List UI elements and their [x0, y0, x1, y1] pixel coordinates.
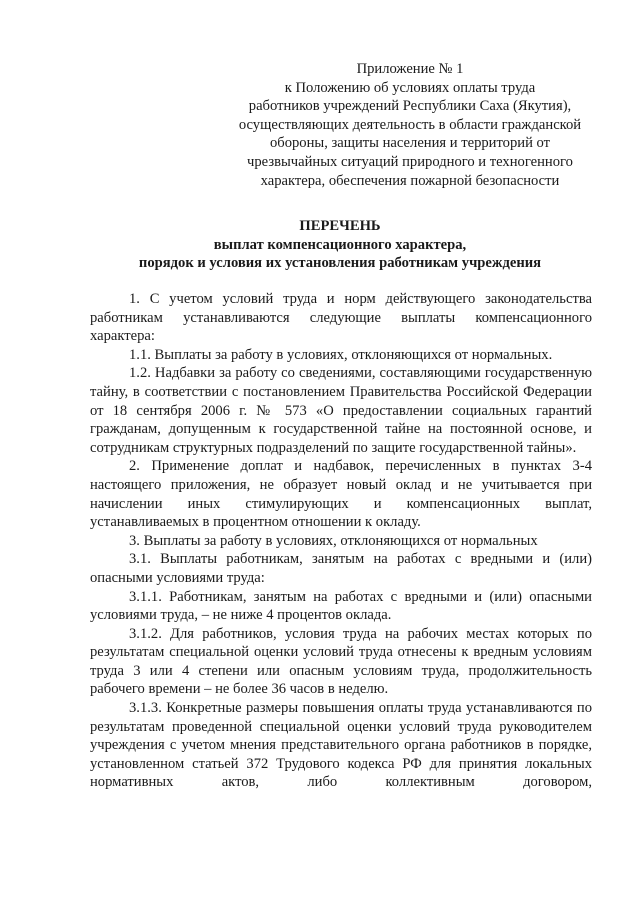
- document-heading: [90, 217, 590, 273]
- document-subtitle: выплат компенсационного характера,: [213, 236, 467, 253]
- appendix-line: осуществляющих деятельность в области гражданской: [238, 116, 582, 133]
- paragraph-3: 3. Выплаты за работу в условиях, отклоняющихся от нормальных: [129, 532, 538, 549]
- document-title: ПЕРЕЧЕНЬ: [299, 218, 381, 234]
- appendix-line: к Положению об условиях оплаты труда: [284, 79, 536, 96]
- document-body: [90, 290, 592, 792]
- paragraph-1: 1. С учетом условий труда и норм действующего законодательства работникам устанавливаются следующие выплаты компенсационного характера:: [90, 291, 592, 345]
- paragraph-2: 2. Применение доплат и надбавок, перечисленных в пунктах 3-4 настоящего приложения, не образует новый оклад и не учитывается при начислении иных стимулирующих и компенсационных выплат, устанавливаемых в процентном отношении к окладу.: [90, 458, 592, 531]
- paragraph-3-1-3: 3.1.3. Конкретные размеры повышения оплаты труда устанавливаются по результатам проведенной специальной оценки условий труда руководителем учреждения с учетом мнения представительного органа работников в порядке, установленном статьей 372 Трудового кодекса РФ для принятия локальных нормативных актов, либо коллективным договором,: [90, 700, 592, 791]
- appendix-header: [232, 60, 588, 190]
- paragraph-3-1-2: 3.1.2. Для работников, условия труда на рабочих местах которых по результатам специальной оценки условий труда отнесены к вредным условиям труда 3 или 4 степени или опасным условиям труда, продолжительность рабочего времени – не более 36 часов в неделю.: [90, 625, 592, 698]
- paragraph-1-2: 1.2. Надбавки за работу со сведениями, составляющими государственную тайну, в соответствии с постановлением Правительства Российской Федерации от 18 сентября 2006 г. № 573 «О предоставлении социальных гарантий гражданам, допущенным к государственной тайне на постоянной основе, и сотрудникам структурных подразделений по защите государственной тайны».: [90, 365, 592, 456]
- appendix-line: обороны, защиты населения и территорий от: [269, 135, 551, 152]
- appendix-line: чрезвычайных ситуаций природного и техногенного: [247, 153, 573, 170]
- paragraph-1-1: 1.1. Выплаты за работу в условиях, отклоняющихся от нормальных.: [129, 346, 553, 363]
- appendix-number: Приложение № 1: [356, 61, 464, 77]
- appendix-line: работников учреждений Республики Саха (Якутия),: [248, 98, 572, 115]
- document-subtitle: порядок и условия их установления работникам учреждения: [138, 255, 542, 272]
- paragraph-3-1-1: 3.1.1. Работникам, занятым на работах с вредными и (или) опасными условиями труда, – не ниже 4 процентов оклада.: [90, 588, 592, 624]
- appendix-line: характера, обеспечения пожарной безопасности: [260, 172, 560, 189]
- paragraph-3-1: 3.1. Выплаты работникам, занятым на работах с вредными и (или) опасными условиями труда:: [90, 551, 592, 586]
